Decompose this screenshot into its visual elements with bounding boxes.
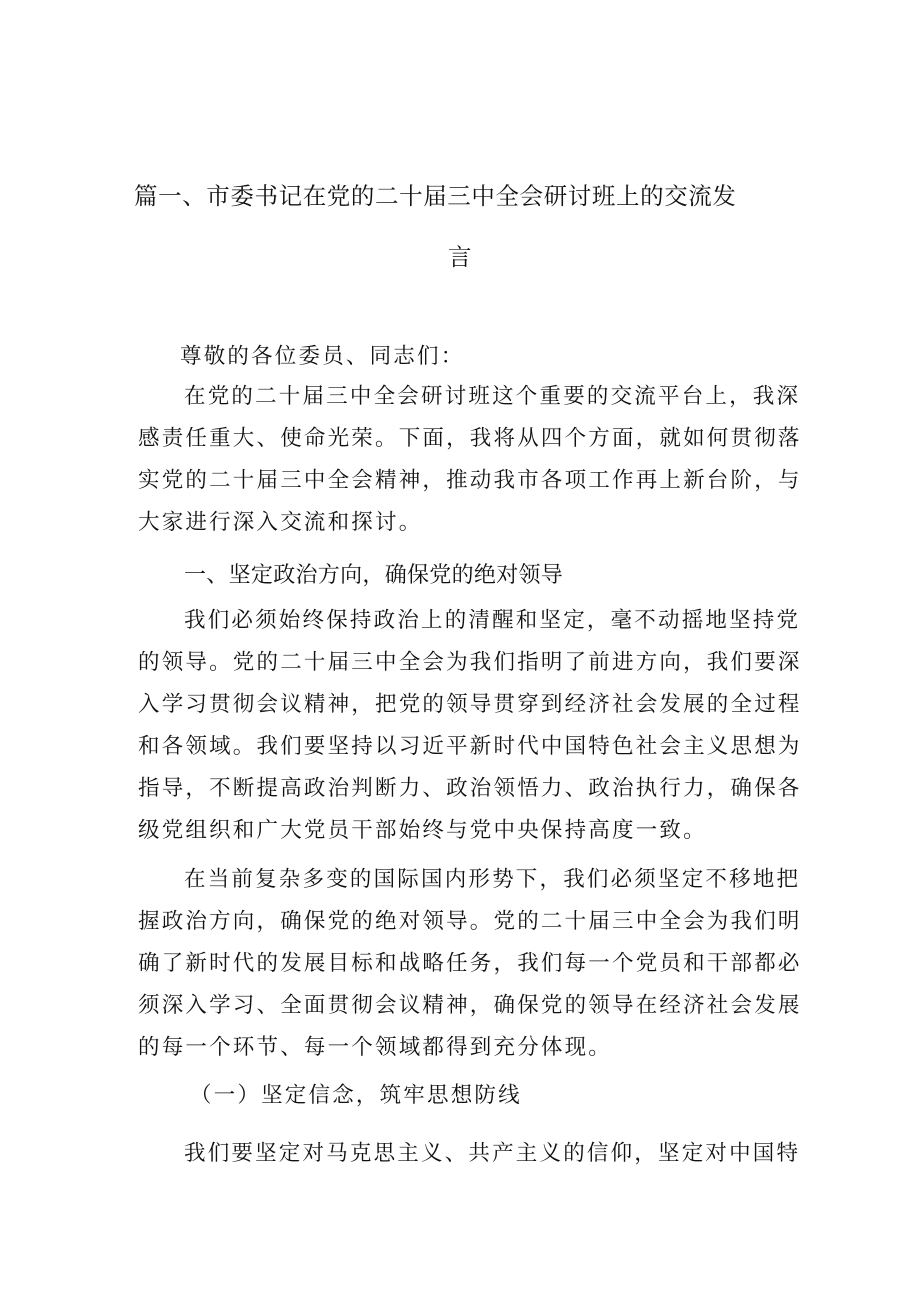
section-heading: 一、坚定政治方向，确保党的绝对领导 [184, 563, 564, 588]
intro-line: 实党的二十届三中全会精神，推动我市各项工作再上新台阶，与 [138, 468, 802, 493]
paragraph-line: 和各领域。我们要坚持以习近平新时代中国特色社会主义思想为 [138, 734, 802, 759]
paragraph-line: 级党组织和广大党员干部始终与党中央保持高度一致。 [138, 818, 707, 843]
paragraph-line: 我们要坚定对马克思主义、共产主义的信仰，坚定对中国特 [184, 1141, 801, 1166]
paragraph-line: 握政治方向，确保党的绝对领导。党的二十届三中全会为我们明 [138, 909, 802, 934]
paragraph-line: 入学习贯彻会议精神，把党的领导贯穿到经济社会发展的全过程 [138, 692, 802, 717]
paragraph-line: 在当前复杂多变的国际国内形势下，我们必须坚定不移地把 [184, 867, 801, 892]
paragraph-line: 的每一个环节、每一个领域都得到充分体现。 [138, 1035, 613, 1060]
salutation: 尊敬的各位委员、同志们： [180, 344, 465, 369]
document-title-line-1: 篇一、市委书记在党的二十届三中全会研讨班上的交流发 [134, 182, 737, 210]
subheading: （一）坚定信念，筑牢思想防线 [190, 1083, 522, 1108]
document-title-line-2: 言 [448, 243, 473, 271]
intro-line: 感责任重大、使命光荣。下面，我将从四个方面，就如何贯彻落 [138, 426, 802, 451]
paragraph-line: 须深入学习、全面贯彻会议精神，确保党的领导在经济社会发展 [138, 993, 802, 1018]
intro-line: 在党的二十届三中全会研讨班这个重要的交流平台上，我深 [184, 384, 801, 409]
paragraph-line: 指导，不断提高政治判断力、政治领悟力、政治执行力，确保各 [138, 776, 802, 801]
paragraph-line: 确了新时代的发展目标和战略任务，我们每一个党员和干部都必 [138, 951, 802, 976]
paragraph-line: 我们必须始终保持政治上的清醒和坚定，毫不动摇地坚持党 [184, 608, 801, 633]
intro-line: 大家进行深入交流和探讨。 [138, 510, 423, 535]
paragraph-line: 的领导。党的二十届三中全会为我们指明了前进方向，我们要深 [138, 650, 802, 675]
